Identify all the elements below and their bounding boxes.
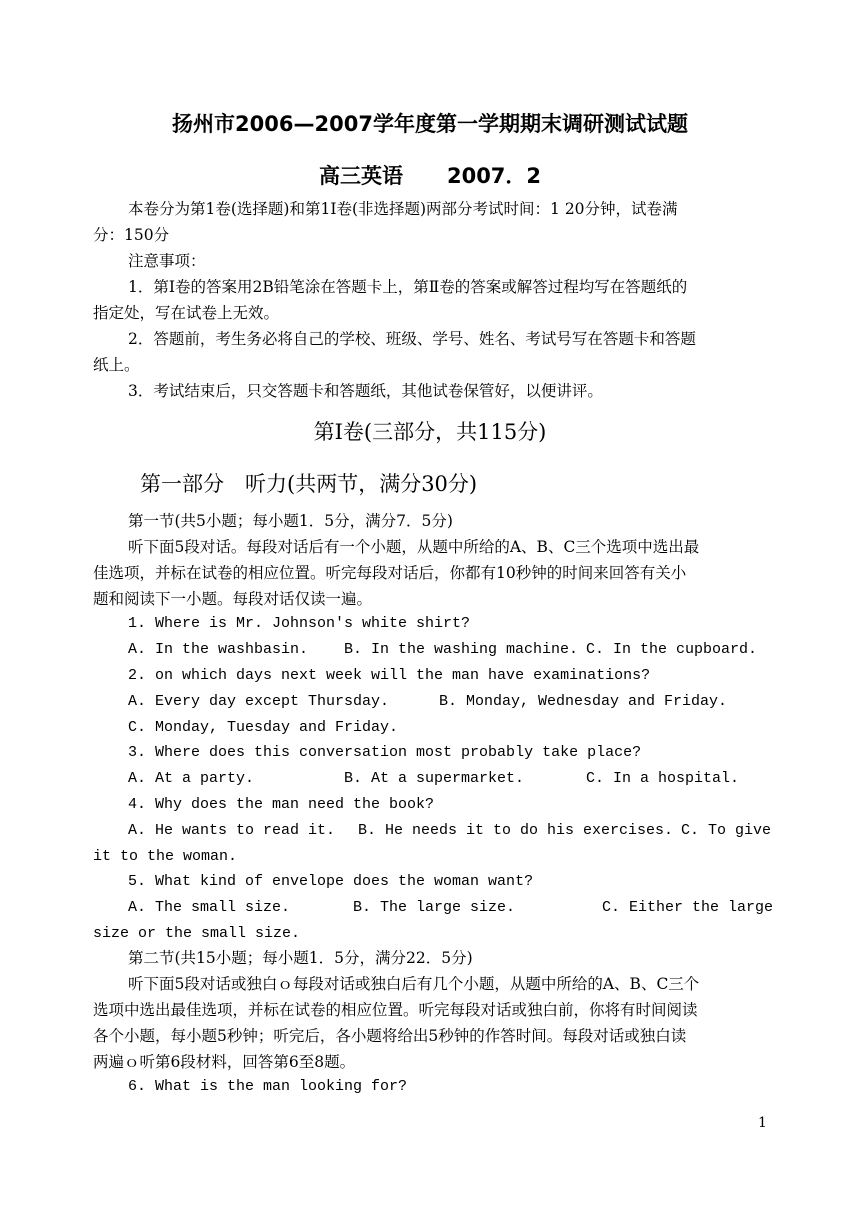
question-stem: 4. Why does the man need the book?: [128, 796, 435, 813]
notice-item: 纸上。: [93, 356, 140, 374]
instruction-line: 两遍ｏ听第6段材料，回答第6至8题。: [93, 1053, 356, 1071]
option-b: B. At a supermarket.: [344, 770, 525, 787]
option-b: B. He needs it to do his exercises.: [358, 822, 674, 839]
option-c-continued: size or the small size.: [93, 925, 301, 942]
question-stem: 6. What is the man looking for?: [128, 1078, 408, 1095]
intro-line: 分：150分: [93, 226, 170, 244]
notice-item: 3．考试结束后，只交答题卡和答题纸，其他试卷保管好，以便讲评。: [128, 382, 603, 400]
intro-line: 本卷分为第1卷(选择题)和第1I卷(非选择题)两部分考试时间：1 20分钟，试卷满: [128, 200, 678, 218]
subsection-heading: 第二节(共15小题；每小题1．5分，满分22．5分): [128, 949, 473, 967]
question-stem: 2. on which days next week will the man have examinations?: [128, 667, 651, 684]
notice-item: 1．第Ⅰ卷的答案用2B铅笔涂在答题卡上，第Ⅱ卷的答案或解答过程均写在答题纸的: [128, 278, 688, 296]
question-stem: 5. What kind of envelope does the woman want?: [128, 873, 534, 890]
option-c: C. In a hospital.: [586, 770, 740, 787]
instruction-line: 佳选项，并标在试卷的相应位置。听完每段对话后，你都有10秒钟的时间来回答有关小: [93, 564, 687, 582]
option-c: C. In the cupboard.: [586, 641, 758, 658]
question-stem: 3. Where does this conversation most probably take place?: [128, 744, 642, 761]
option-a: A. He wants to read it.: [128, 822, 336, 839]
subsection-heading: 第一节(共5小题；每小题1．5分，满分7．5分): [128, 512, 453, 530]
option-c: C. Monday, Tuesday and Friday.: [128, 719, 399, 736]
exam-subtitle: [0, 160, 860, 190]
part-heading: 第一部分 听力(共两节，满分30分): [140, 472, 478, 496]
option-a: A. At a party.: [128, 770, 255, 787]
option-b: B. In the washing machine.: [344, 641, 579, 658]
option-b: B. Monday, Wednesday and Friday.: [439, 693, 728, 710]
instruction-line: 听下面5段对话。每段对话后有一个小题，从题中所给的A、B、C三个选项中选出最: [128, 538, 700, 556]
option-c: C. Either the large: [602, 899, 774, 916]
option-a: A. Every day except Thursday.: [128, 693, 390, 710]
instruction-line: 题和阅读下一小题。每段对话仅读一遍。: [93, 590, 373, 608]
notice-item: 2．答题前，考生务必将自己的学校、班级、学号、姓名、考试号写在答题卡和答题: [128, 330, 696, 348]
notice-item: 指定处，写在试卷上无效。: [93, 304, 280, 322]
instruction-line: 听下面5段对话或独白ｏ每段对话或独白后有几个小题，从题中所给的A、B、C三个: [128, 975, 700, 993]
exam-title: 扬州市2006—2007学年度第一学期期末调研测试试题: [172, 112, 688, 136]
option-c-continued: it to the woman.: [93, 848, 238, 865]
option-a: A. The small size.: [128, 899, 291, 916]
option-b: B. The large size.: [353, 899, 516, 916]
instruction-line: 各个小题，每小题5秒钟；听完后，各小题将给出5秒钟的作答时间。每段对话或独白读: [93, 1027, 687, 1045]
option-c: C. To give: [681, 822, 772, 839]
option-a: A. In the washbasin.: [128, 641, 309, 658]
question-stem: 1. Where is Mr. Johnson's white shirt?: [128, 615, 471, 632]
instruction-line: 选项中选出最佳选项，并标在试卷的相应位置。听完每段对话或独白前，你将有时间阅读: [93, 1001, 698, 1019]
section-heading: 第Ⅰ卷(三部分，共115分): [313, 420, 547, 444]
notice-heading: 注意事项：: [128, 252, 206, 270]
exam-date: 2007．2: [446, 164, 542, 188]
page-number: 1: [758, 1115, 767, 1131]
subject-label: 高三英语: [318, 164, 403, 188]
